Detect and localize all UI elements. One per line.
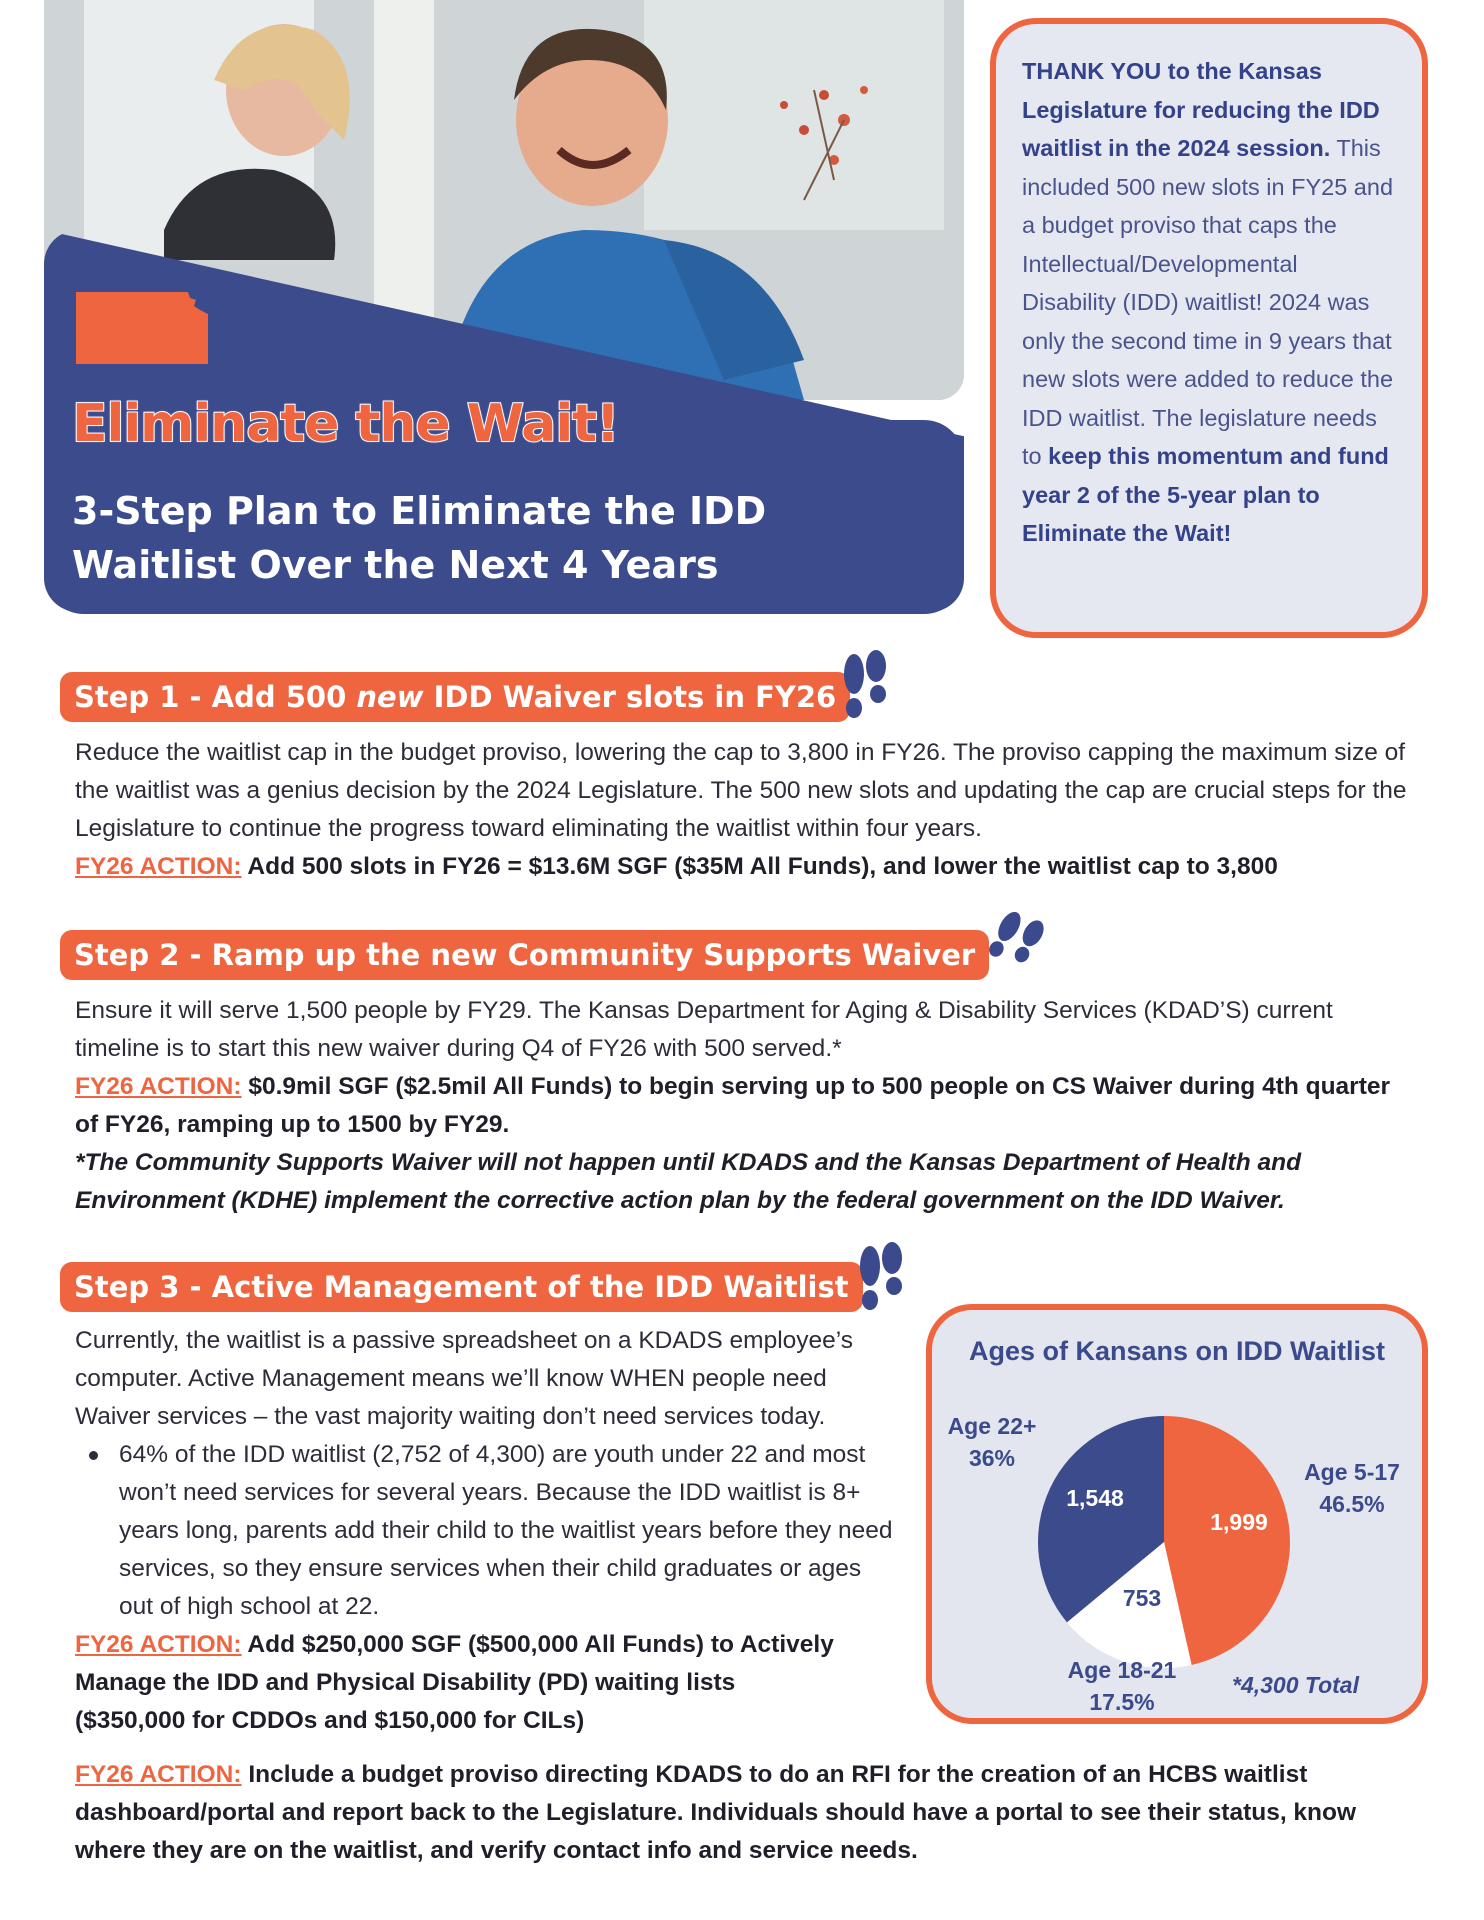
slice-percent: 36%	[968, 1445, 1016, 1471]
step2-body	[75, 992, 1415, 1220]
step2-description: Ensure it will serve 1,500 people by FY29. The Kansas Department for Aging & Disability Services (KDAD’S) current timeline is to start this new waiver during Q4 of FY26 with 500 served.*	[75, 997, 1333, 1062]
waitlist-age-chart	[926, 1304, 1428, 1724]
step1-title-post: IDD Waiver slots in FY26	[423, 680, 837, 714]
step3-title: Step 3 - Active Management of the IDD Waitlist	[74, 1270, 849, 1304]
thank-you-call-to-action: keep this momentum and fund year 2 of the 5-year plan to Eliminate the Wait!	[1022, 443, 1389, 546]
step3-action2-text: Include a budget proviso directing KDADS to do an RFI for the creation of an HCBS waitlist dashboard/portal and report back to the Legislature. Individuals should have a portal to see their status, know where they are on the waitlist, and verify contact info and service needs.	[75, 1761, 1357, 1864]
slice-label-age-18-21	[1042, 1654, 1202, 1718]
footsteps-icon	[856, 1242, 906, 1314]
step3-description: Currently, the waitlist is a passive spreadsheet on a KDADS employee’s computer. Active Management means we’ll know WHEN people need Waiver services – the vast majority waiting don’t need services today.	[75, 1327, 854, 1430]
kansas-state-icon	[76, 292, 214, 364]
thank-you-callout	[990, 18, 1428, 638]
step1-action-text: Add 500 slots in FY26 = $13.6M SGF ($35M All Funds), and lower the waitlist cap to 3,800	[241, 853, 1278, 880]
thank-you-intro: THANK YOU to the Kansas Legislature for reducing the IDD waitlist in the 2024 session.	[1022, 58, 1380, 161]
step1-action-label: FY26 ACTION:	[75, 853, 242, 880]
step3-action1-label: FY26 ACTION:	[75, 1631, 242, 1658]
step1-body	[75, 734, 1415, 886]
step1-description: Reduce the waitlist cap in the budget proviso, lowering the cap to 3,800 in FY26. The proviso capping the maximum size of the waitlist was a genius decision by the 2024 Legislature. The 500 new slots and updating the cap are crucial steps for the Legislature to continue the progress toward eliminating the waitlist within four years.	[75, 739, 1407, 842]
step2-header	[60, 930, 989, 980]
footsteps-icon	[840, 650, 890, 722]
chart-title: Ages of Kansans on IDD Waitlist	[968, 1336, 1386, 1366]
slice-percent: 17.5%	[1089, 1689, 1155, 1715]
step2-footnote: *The Community Supports Waiver will not happen until KDADS and the Kansas Department of Health and Environment (KDHE) implement the corrective action plan by the federal government on the IDD Waiver.	[75, 1149, 1302, 1214]
step2-action-label: FY26 ACTION:	[75, 1073, 242, 1100]
list-item: 64% of the IDD waitlist (2,752 of 4,300) are youth under 22 and most won’t need services for several years. Because the IDD waitlist is 8+ years long, parents add their child to the waitlist years before they need services, so they ensure services when their child graduates or ages out of high school at 22.	[119, 1436, 895, 1626]
slice-label-age-5-17	[1292, 1456, 1412, 1520]
slice-category: Age 18-21	[1067, 1657, 1177, 1683]
step1-title-pre: Step 1 - Add 500	[74, 680, 357, 714]
step1-header	[60, 672, 850, 722]
thank-you-body: This included 500 new slots in FY25 and a budget proviso that caps the Intellectual/Developmental Disability (IDD) waitlist! 2024 was only the second time in 9 years that new slots were added to reduce the IDD waitlist. The legislature needs to	[1022, 135, 1394, 469]
slice-percent: 46.5%	[1319, 1491, 1385, 1517]
step3-action1-text: Add $250,000 SGF ($500,000 All Funds) to Actively Manage the IDD and Physical Disability (PD) waiting lists ($350,000 for CDDOs and $150,000 for CILs)	[75, 1631, 834, 1734]
step2-action-text: $0.9mil SGF ($2.5mil All Funds) to begin serving up to 500 people on CS Waiver during 4th quarter of FY26, ramping up to 1500 by FY29.	[75, 1073, 1391, 1138]
step3-action2-label: FY26 ACTION:	[75, 1761, 242, 1788]
step3-body	[75, 1322, 895, 1740]
slice-label-age-22-plus	[932, 1410, 1052, 1474]
step2-title: Step 2 - Ramp up the new Community Supports Waiver	[74, 938, 976, 972]
chart-total-note: *4,300 Total	[1232, 1672, 1359, 1698]
step1-title-em: new	[356, 680, 424, 714]
step3-action2	[75, 1756, 1415, 1870]
footsteps-icon	[986, 912, 1046, 974]
slice-category: Age 22+	[947, 1413, 1037, 1439]
hero-title: Eliminate the Wait!	[72, 394, 619, 454]
slice-value-age-18-21: 753	[1122, 1585, 1162, 1611]
slice-category: Age 5-17	[1304, 1459, 1400, 1485]
slice-value-age-22-plus: 1,548	[1066, 1485, 1124, 1511]
slice-value-age-5-17: 1,999	[1210, 1509, 1268, 1535]
hero-subtitle: 3-Step Plan to Eliminate the IDD Waitlist Over the Next 4 Years	[72, 489, 767, 587]
step3-header	[60, 1262, 863, 1312]
step3-bullet-list	[75, 1436, 895, 1626]
